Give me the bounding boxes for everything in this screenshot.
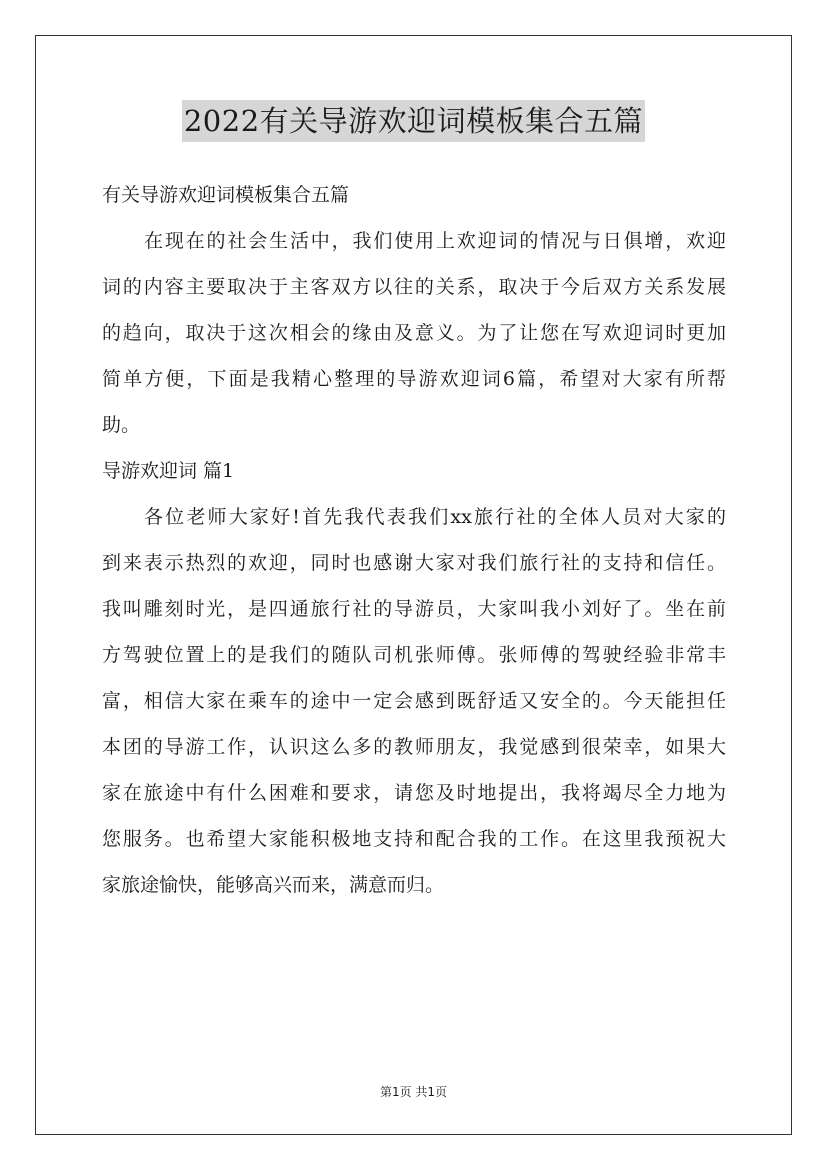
intro-line: 的趋向，取决于这次相会的缘由及意义。为了让您在写欢迎词时更加 (102, 322, 726, 344)
section-line: 家旅途愉快，能够高兴而来，满意而归。 (102, 874, 445, 896)
intro-line: 简单方便，下面是我精心整理的导游欢迎词6篇，希望对大家有所帮 (102, 368, 726, 390)
section-heading: 导游欢迎词 篇1 (102, 460, 235, 482)
document-title (0, 100, 827, 142)
document-subtitle: 有关导游欢迎词模板集合五篇 (102, 184, 350, 206)
document-body (102, 172, 726, 908)
intro-line: 在现在的社会生活中，我们使用上欢迎词的情况与日俱增，欢迎 (144, 230, 726, 252)
section-line: 各位老师大家好!首先我代表我们xx旅行社的全体人员对大家的 (144, 506, 726, 528)
section-line: 富，相信大家在乘车的途中一定会感到既舒适又安全的。今天能担任 (102, 690, 726, 712)
section-line: 方驾驶位置上的是我们的随队司机张师傅。张师傅的驾驶经验非常丰 (102, 644, 726, 666)
section-line: 家在旅途中有什么困难和要求，请您及时地提出，我将竭尽全力地为 (102, 782, 726, 804)
section-line: 到来表示热烈的欢迎，同时也感谢大家对我们旅行社的支持和信任。 (102, 552, 726, 574)
intro-line: 词的内容主要取决于主客双方以往的关系，取决于今后双方关系发展 (102, 276, 726, 298)
document-title-text: 2022有关导游欢迎词模板集合五篇 (182, 100, 645, 142)
section-line: 我叫雕刻时光，是四通旅行社的导游员，大家叫我小刘好了。坐在前 (102, 598, 726, 620)
section-line: 本团的导游工作，认识这么多的教师朋友，我觉感到很荣幸，如果大 (102, 736, 726, 758)
page-number-footer: 第1页 共1页 (379, 1085, 448, 1099)
section-line: 您服务。也希望大家能积极地支持和配合我的工作。在这里我预祝大 (102, 828, 726, 850)
intro-line: 助。 (102, 414, 141, 436)
